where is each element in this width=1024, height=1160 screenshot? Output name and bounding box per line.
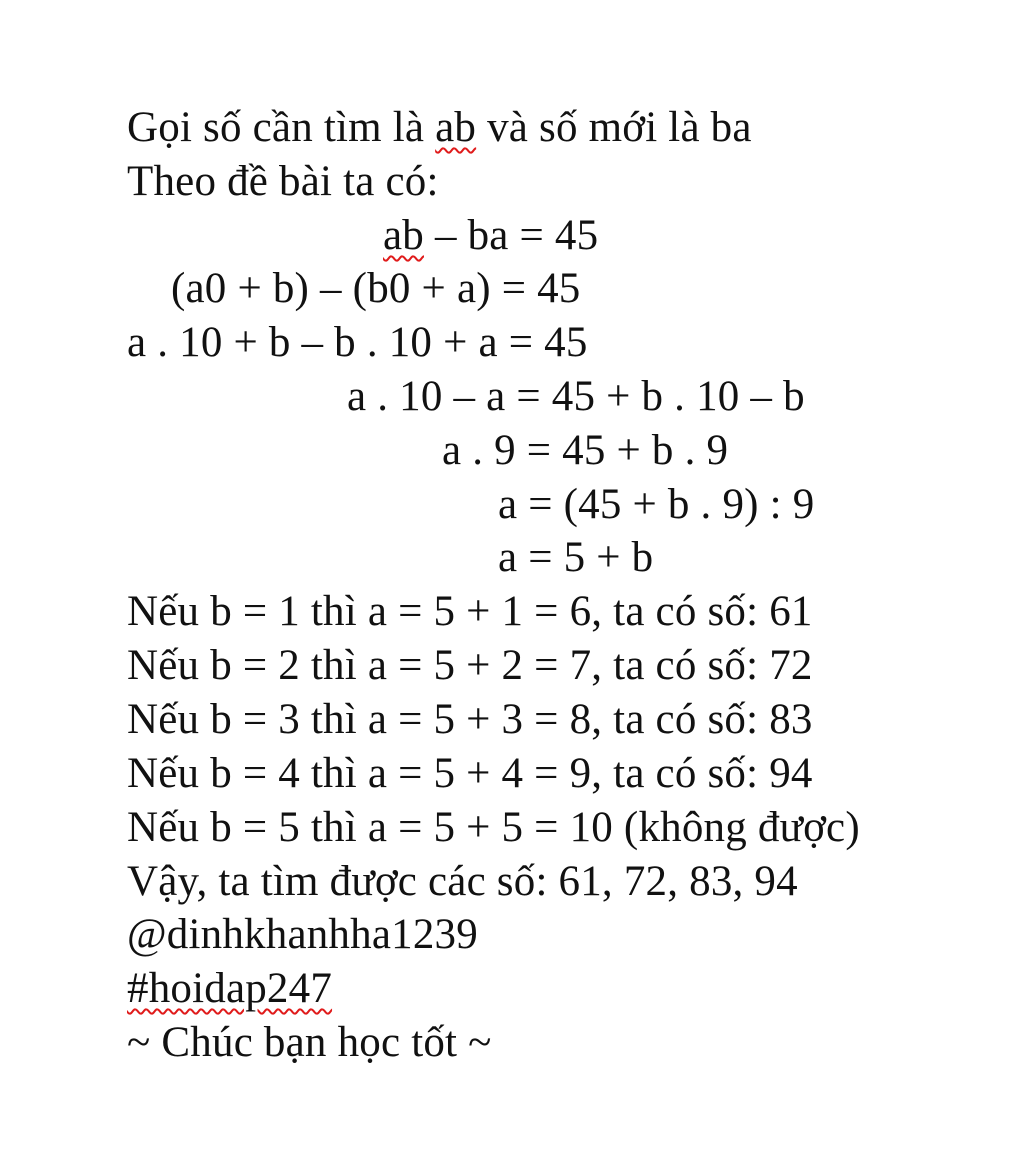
intro-suffix: và số mới là ba (476, 104, 752, 151)
premise-line: Theo đề bài ta có: (127, 158, 439, 205)
equation-line (383, 210, 598, 262)
spell-flagged-word: ab (383, 212, 424, 259)
intro-prefix: Gọi số cần tìm là (127, 104, 436, 151)
closing-line: ~ Chúc bạn học tốt ~ (127, 1019, 492, 1066)
case-line: Nếu b = 1 thì a = 5 + 1 = 6, ta có số: 61 (127, 588, 813, 635)
intro-line (127, 102, 752, 154)
step-line: a . 10 + b – b . 10 + a = 45 (127, 319, 588, 366)
step-line: a . 9 = 45 + b . 9 (442, 427, 729, 474)
author-handle: @dinhkhanhha1239 (127, 911, 478, 958)
case-line: Nếu b = 3 thì a = 5 + 3 = 8, ta có số: 83 (127, 696, 813, 743)
equation-rest: – ba = 45 (424, 212, 599, 259)
hashtag-line (127, 963, 332, 1015)
step-line: (a0 + b) – (b0 + a) = 45 (171, 265, 581, 312)
step-line: a . 10 – a = 45 + b . 10 – b (347, 373, 805, 420)
step-line: a = 5 + b (498, 534, 654, 581)
case-line: Nếu b = 4 thì a = 5 + 4 = 9, ta có số: 94 (127, 750, 813, 797)
spell-flagged-word: ab (435, 104, 477, 151)
case-line: Nếu b = 5 thì a = 5 + 5 = 10 (không được) (127, 804, 860, 851)
case-line: Nếu b = 2 thì a = 5 + 2 = 7, ta có số: 72 (127, 642, 813, 689)
spell-flagged-word: #hoidap247 (127, 965, 333, 1012)
conclusion-line: Vậy, ta tìm được các số: 61, 72, 83, 94 (127, 858, 798, 905)
step-line: a = (45 + b . 9) : 9 (498, 481, 815, 528)
